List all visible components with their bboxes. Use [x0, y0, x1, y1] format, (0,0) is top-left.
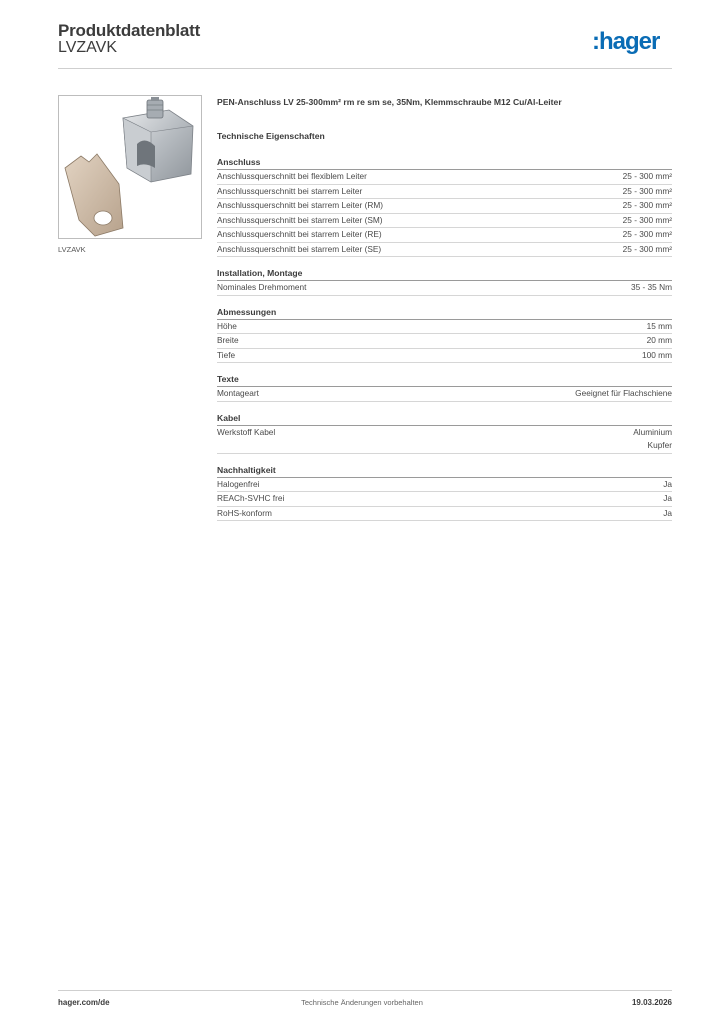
table-row: [217, 228, 672, 243]
row-value: 20 mm: [646, 335, 672, 345]
table-row: [217, 334, 672, 349]
footer-website-link[interactable]: hager.com/de: [58, 998, 110, 1007]
row-value: [633, 426, 672, 453]
header-divider: [58, 68, 672, 69]
row-label: Anschlussquerschnitt bei starrem Leiter (SM): [217, 214, 383, 225]
hager-logo[interactable]: [592, 27, 674, 57]
main-content: [217, 96, 672, 531]
row-value: Ja: [663, 478, 672, 489]
row-label: Werkstoff Kabel: [217, 426, 276, 437]
row-label: RoHS-konform: [217, 507, 272, 518]
row-label: Anschlussquerschnitt bei starrem Leiter: [217, 185, 363, 196]
table-row: [217, 387, 672, 402]
footer-disclaimer: Technische Änderungen vorbehalten: [301, 998, 423, 1007]
row-label: Anschlussquerschnitt bei flexiblem Leiter: [217, 171, 367, 181]
product-title: PEN-Anschluss LV 25-300mm² rm re sm se, 35Nm, Klemmschraube M12 Cu/Al-Leiter: [217, 97, 562, 107]
logo-text: :hager: [592, 28, 660, 55]
product-code: LVZAVK: [58, 39, 117, 56]
row-label: Anschlussquerschnitt bei starrem Leiter (RE): [217, 229, 382, 239]
row-value: Ja: [663, 507, 672, 518]
table-row: [217, 507, 672, 522]
section-title: Nachhaltigkeit: [217, 464, 672, 478]
row-label: Halogenfrei: [217, 478, 260, 489]
row-value: 25 - 300 mm²: [622, 243, 672, 254]
product-photo-icon: [59, 96, 201, 238]
row-label: Breite: [217, 335, 239, 345]
section-kabel: [217, 412, 672, 454]
row-value: Geeignet für Flachschiene: [575, 388, 672, 398]
row-value: 25 - 300 mm²: [622, 214, 672, 225]
row-value: 25 - 300 mm²: [622, 200, 672, 210]
table-row: [217, 426, 672, 454]
row-label: Höhe: [217, 320, 237, 331]
row-value: 35 - 35 Nm: [630, 282, 672, 292]
table-row: [217, 349, 672, 364]
row-value: Ja: [663, 493, 672, 503]
document-title: Produktdatenblatt: [58, 21, 201, 40]
row-value: 25 - 300 mm²: [622, 229, 672, 239]
section-title: Abmessungen: [217, 306, 672, 320]
table-row: [217, 281, 672, 296]
row-label: Montageart: [217, 388, 259, 398]
row-value-line: Aluminium: [633, 426, 672, 437]
section-texte: [217, 373, 672, 402]
row-label: Nominales Drehmoment: [217, 282, 307, 292]
row-label: REACh-SVHC frei: [217, 493, 285, 503]
row-value: 25 - 300 mm²: [622, 171, 672, 181]
section-title: Kabel: [217, 412, 672, 426]
section-title: Anschluss: [217, 156, 672, 170]
image-caption: LVZAVK: [58, 245, 86, 254]
footer-divider: [58, 990, 672, 991]
row-value: 100 mm: [642, 349, 672, 360]
table-row: [217, 478, 672, 493]
row-value: 15 mm: [646, 320, 672, 331]
footer-date: 19.03.2026: [631, 998, 672, 1007]
row-label: Anschlussquerschnitt bei starrem Leiter (SE): [217, 243, 382, 254]
table-row: [217, 199, 672, 214]
row-label: Anschlussquerschnitt bei starrem Leiter (RM): [217, 200, 383, 210]
section-nachhaltigkeit: [217, 464, 672, 522]
table-row: [217, 214, 672, 229]
section-abmessungen: [217, 306, 672, 364]
table-row: [217, 243, 672, 258]
technical-heading: Technische Eigenschaften: [217, 131, 325, 141]
row-label: Tiefe: [217, 349, 236, 360]
section-title: Texte: [217, 373, 672, 387]
table-row: [217, 185, 672, 200]
table-row: [217, 492, 672, 507]
product-image: [58, 95, 202, 239]
row-value: 25 - 300 mm²: [622, 185, 672, 196]
section-title: Installation, Montage: [217, 267, 672, 281]
table-row: [217, 170, 672, 185]
row-value-line: Kupfer: [647, 440, 672, 450]
section-anschluss: [217, 156, 672, 257]
table-row: [217, 320, 672, 335]
section-installation: [217, 267, 672, 296]
